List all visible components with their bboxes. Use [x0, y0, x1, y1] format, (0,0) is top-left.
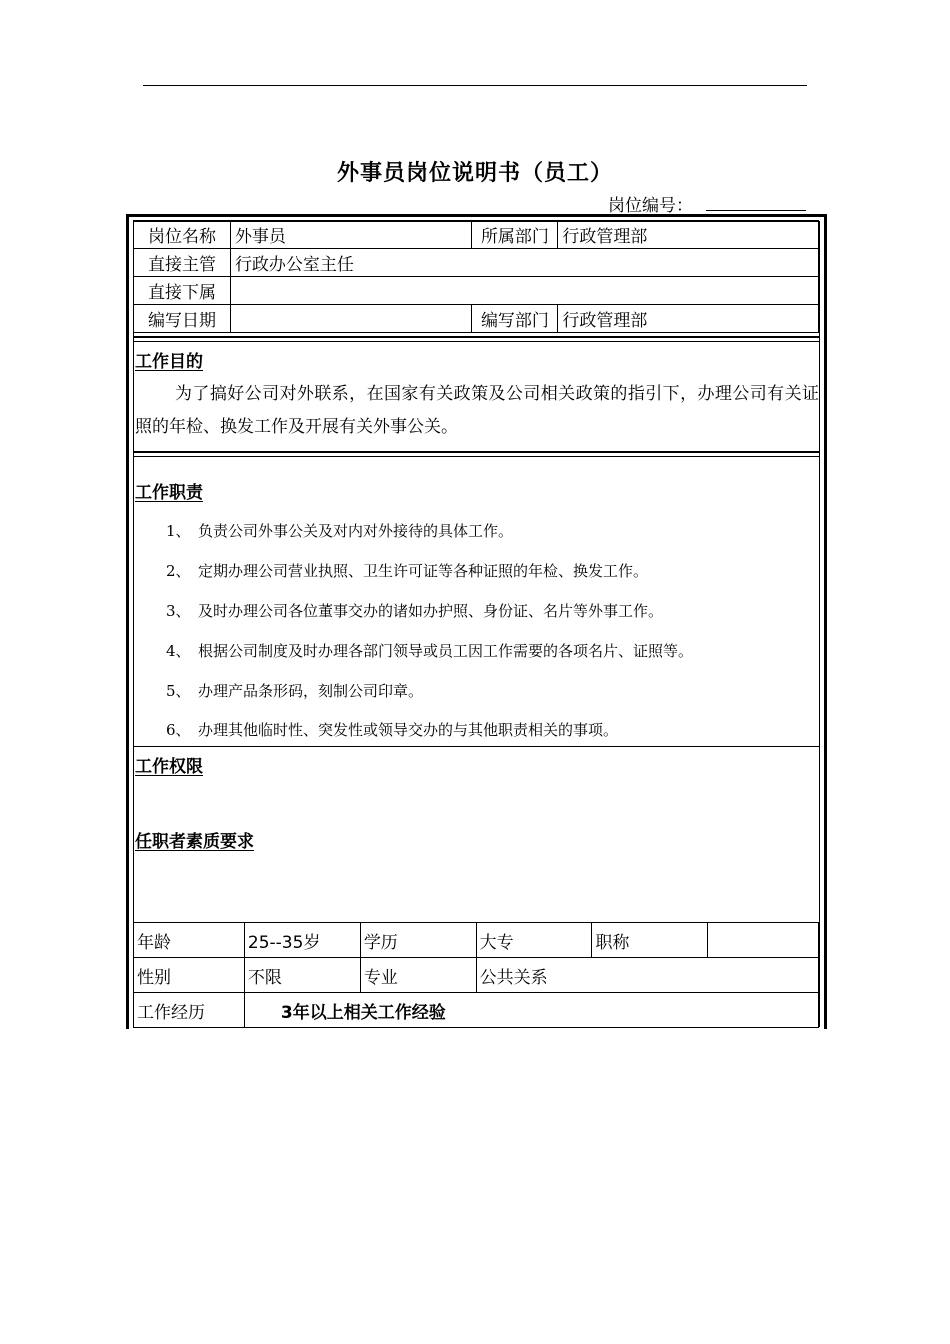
position-name-value: 外事员 [230, 221, 472, 249]
gender-value: 不限 [244, 958, 360, 993]
duty-item [166, 560, 648, 581]
age-label: 年龄 [134, 923, 245, 958]
experience-label: 工作经历 [134, 993, 245, 1028]
supervisor-value: 行政办公室主任 [230, 249, 818, 277]
duty-item [166, 719, 618, 740]
department-value: 行政管理部 [558, 221, 819, 249]
purpose-heading: 工作目的 [135, 352, 203, 372]
age-value: 25--35岁 [244, 923, 360, 958]
duty-number: 4、 [166, 642, 191, 660]
duty-item [166, 520, 513, 541]
department-label: 所属部门 [472, 221, 558, 249]
duty-text: 负责公司外事公关及对内对外接待的具体工作。 [198, 522, 514, 540]
authority-heading: 工作权限 [135, 757, 203, 777]
duty-number: 5、 [166, 682, 191, 700]
purpose-text: 为了搞好公司对外联系，在国家有关政策及公司相关政策的指引下，办理公司有关证照的年检、换发工作及开展有关外事公关。 [135, 384, 819, 437]
table-row [134, 993, 819, 1028]
section-divider [133, 451, 819, 457]
duties-heading: 工作职责 [135, 483, 203, 503]
duty-item [166, 680, 423, 701]
duty-item [166, 640, 693, 661]
date-label: 编写日期 [134, 305, 231, 333]
basic-info-table [133, 220, 819, 333]
gender-label: 性别 [134, 958, 245, 993]
education-label: 学历 [360, 923, 476, 958]
table-row [134, 923, 819, 958]
duty-number: 6、 [166, 721, 191, 739]
duty-text: 根据公司制度及时办理各部门领导或员工因工作需要的各项名片、证照等。 [198, 642, 694, 660]
major-value: 公共关系 [476, 958, 818, 993]
section-divider [133, 746, 819, 747]
table-row [134, 249, 819, 277]
title-value [708, 923, 819, 958]
title-label: 职称 [592, 923, 708, 958]
subordinate-value [230, 277, 818, 305]
duty-text: 办理其他临时性、突发性或领导交办的与其他职责相关的事项。 [198, 721, 619, 739]
duty-number: 3、 [166, 602, 191, 620]
duty-text: 办理产品条形码，刻制公司印章。 [198, 682, 424, 700]
supervisor-label: 直接主管 [134, 249, 231, 277]
major-label: 专业 [360, 958, 476, 993]
table-row [134, 277, 819, 305]
writer-dept-label: 编写部门 [472, 305, 558, 333]
table-row [134, 305, 819, 333]
subordinate-label: 直接下属 [134, 277, 231, 305]
writer-dept-value: 行政管理部 [558, 305, 819, 333]
section-divider [133, 336, 819, 342]
document-title: 外事员岗位说明书（员工） [336, 161, 613, 186]
duty-text: 及时办理公司各位董事交办的诸如办护照、身份证、名片等外事工作。 [198, 602, 664, 620]
duty-number: 2、 [166, 562, 191, 580]
post-number-blank [706, 210, 806, 211]
post-number-label: 岗位编号： [608, 196, 693, 216]
requirements-table [133, 922, 819, 1028]
duty-item [166, 600, 663, 621]
date-value [230, 305, 472, 333]
position-name-label: 岗位名称 [134, 221, 231, 249]
header-rule [143, 85, 807, 86]
requirements-heading: 任职者素质要求 [135, 832, 254, 852]
table-row [134, 221, 819, 249]
duty-text: 定期办理公司营业执照、卫生许可证等各种证照的年检、换发工作。 [198, 562, 649, 580]
education-value: 大专 [476, 923, 592, 958]
table-row [134, 958, 819, 993]
experience-value: 3年以上相关工作经验 [244, 993, 818, 1028]
duty-number: 1、 [166, 522, 191, 540]
